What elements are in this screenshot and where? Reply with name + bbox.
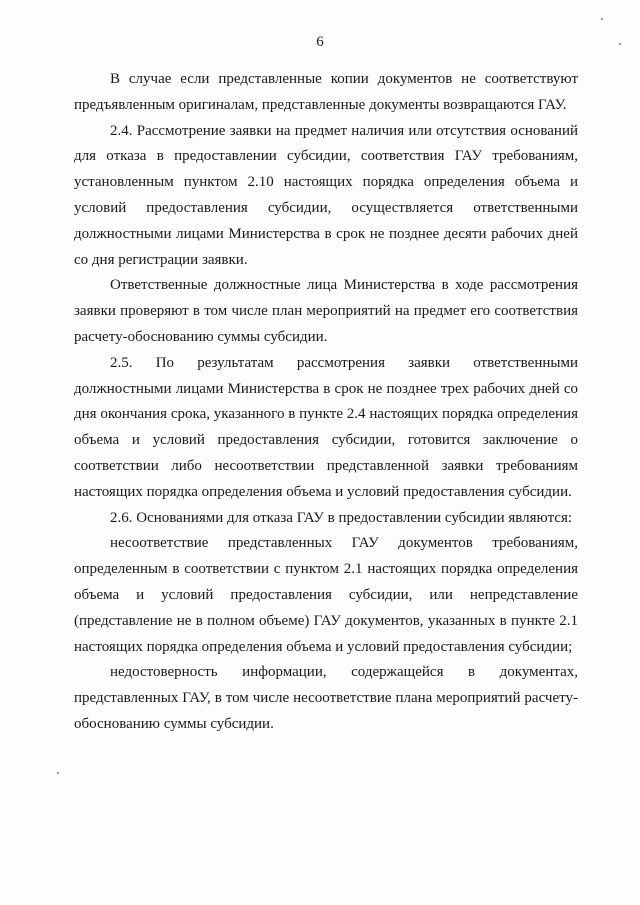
scan-speck (57, 772, 59, 774)
paragraph-refusal-reason-1: несоответствие представленных ГАУ документов требованиям, определенным в соответствии с пунктом 2.1 настоящих порядка определения объема и условий предоставления субсидии, или непредставление (представление не в полном объеме) ГАУ документов, указанных в пункте 2.1 настоящих порядка определения объема и условий предоставления субсидии; (74, 535, 578, 655)
paragraph-2-6: 2.6. Основаниями для отказа ГАУ в предоставлении субсидии являются: (110, 509, 573, 526)
paragraph-2-4: 2.4. Рассмотрение заявки на предмет наличия или отсутствия оснований для отказа в предоставлении субсидии, соответствия ГАУ требованиям, установленным пунктом 2.10 настоящих порядка определения объема и условий предоставления субсидии, осуществляется ответственными должностными лицами Министерства в срок не позднее десяти рабочих дней со дня регистрации заявки. (74, 122, 578, 268)
paragraph-copies-returned: В случае если представленные копии документов не соответствуют предъявленным оригиналам, представленные документы возвращаются ГАУ. (74, 71, 578, 113)
scan-speck (619, 43, 621, 45)
scan-speck (601, 18, 603, 20)
paragraph-2-5: 2.5. По результатам рассмотрения заявки ответственными должностными лицами Министерства в срок не позднее трех рабочих дней со дня окончания срока, указанного в пункте 2.4 настоящих порядка определения объема и условий предоставления субсидии, готовится заключение о соответствии либо несоответствии представленной заявки требованиям настоящих порядка определения объема и условий предоставления субсидии. (74, 354, 578, 500)
document-body (74, 67, 578, 738)
paragraph-refusal-reason-2: недостоверность информации, содержащейся в документах, представленных ГАУ, в том числе несоответствие плана мероприятий расчету-обоснованию суммы субсидии. (74, 664, 578, 732)
page-number: 6 (316, 34, 324, 50)
paragraph-plan-check: Ответственные должностные лица Министерства в ходе рассмотрения заявки проверяют в том числе план мероприятий на предмет его соответствия расчету-обоснованию суммы субсидии. (74, 277, 578, 345)
